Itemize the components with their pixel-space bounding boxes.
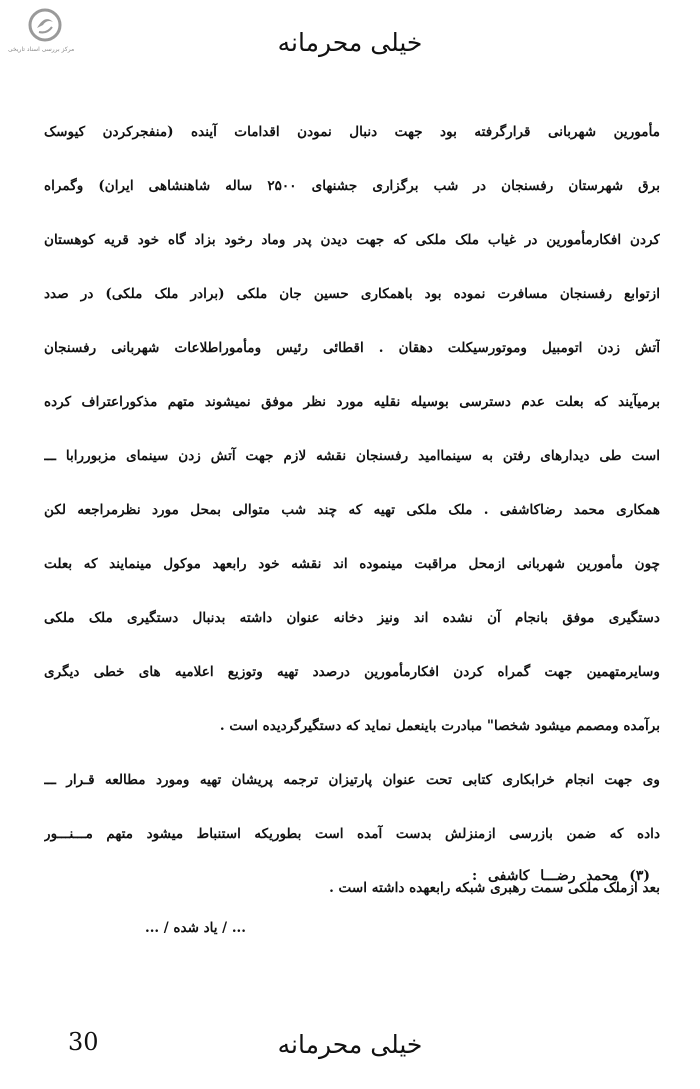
body-line: است طی دیدارهای رفتن به سینماامید رفسنجان نقشه لازم جهت آتش زدن سینمای مزبوررابا ـــ xyxy=(44,448,660,464)
body-line: همکاری محمد رضاکاشفی . ملک ملکی تهیه که چند شب متوالی بمحل مورد نظرمراجعه لکن xyxy=(44,502,660,518)
body-line: داده که ضمن بازرسی ازمنزلش بدست آمده است بطوریکه استنباط میشود متهم مـــنـــور xyxy=(44,826,660,842)
logo-caption: مرکز بررسی اسناد تاریخی xyxy=(8,46,75,53)
body-line: برآمده ومصمم میشود شخصا" مبادرت باینعمل نماید که دستگیرگردیده است . xyxy=(219,718,660,734)
page-number: 30 xyxy=(68,1028,99,1056)
signature-line: (۳) محمد رضـــا کاشفی : xyxy=(471,868,650,884)
body-line: کردن افکارمأمورین در غیاب ملک ملکی که جهت دیدن پدر وماد رخود بزاد گاه خود قریه کوهستان xyxy=(44,232,660,248)
classification-footer: خیلی محرمانه xyxy=(277,1030,423,1059)
body-line: ازتوابع رفسنجان مسافرت نموده بود باهمکاری حسین جان ملکی (برادر ملک ملکی) در صدد xyxy=(44,286,660,302)
body-line: دستگیری موفق بانجام آن نشده اند ونیز دخانه عنوان داشته بدنبال دستگیری ملک ملکی xyxy=(44,610,660,626)
body-line: بعد ازملک ملکی سمت رهبری شبکه رابعهده داشته است . xyxy=(329,880,660,896)
body-line: وی جهت انجام خرابکاری کتابی تحت عنوان پارتیزان ترجمه پریشان تهیه ومورد مطالعه قـرار ـــ xyxy=(44,772,660,788)
body-line: چون مأمورین شهربانی ازمحل مراقبت مینموده اند نقشه خود رابعهد موکول مینمایند که بعلت xyxy=(44,556,660,572)
body-line: برمیآیند که بعلت عدم دسترسی بوسیله نقلیه مورد نظر موفق نمیشوند متهم مذکوراعتراف کرده xyxy=(44,394,660,410)
body-line: آتش زدن اتومبیل وموتورسیکلت دهقان . اقطائی رئیس ومأموراطلاعات شهربانی رفسنجان xyxy=(44,340,660,356)
footnote: ... / یاد شده / ... xyxy=(145,920,246,936)
classification-header: خیلی محرمانه xyxy=(277,28,423,57)
body-line: وسایرمتهمین جهت گمراه کردن افکارمأمورین درصدد تهیه وتوزیع اعلامیه های خطی دیگری xyxy=(44,664,660,680)
body-line: مأمورین شهربانی قرارگرفته بود جهت دنبال نمودن اقدامات آینده (منفجرکردن کیوسک xyxy=(44,124,660,140)
document-body xyxy=(44,110,660,920)
body-line: برق شهرستان رفسنجان در شب برگزاری جشنهای ۲۵۰۰ ساله شاهنشاهی ایران) وگمراه xyxy=(44,178,660,194)
